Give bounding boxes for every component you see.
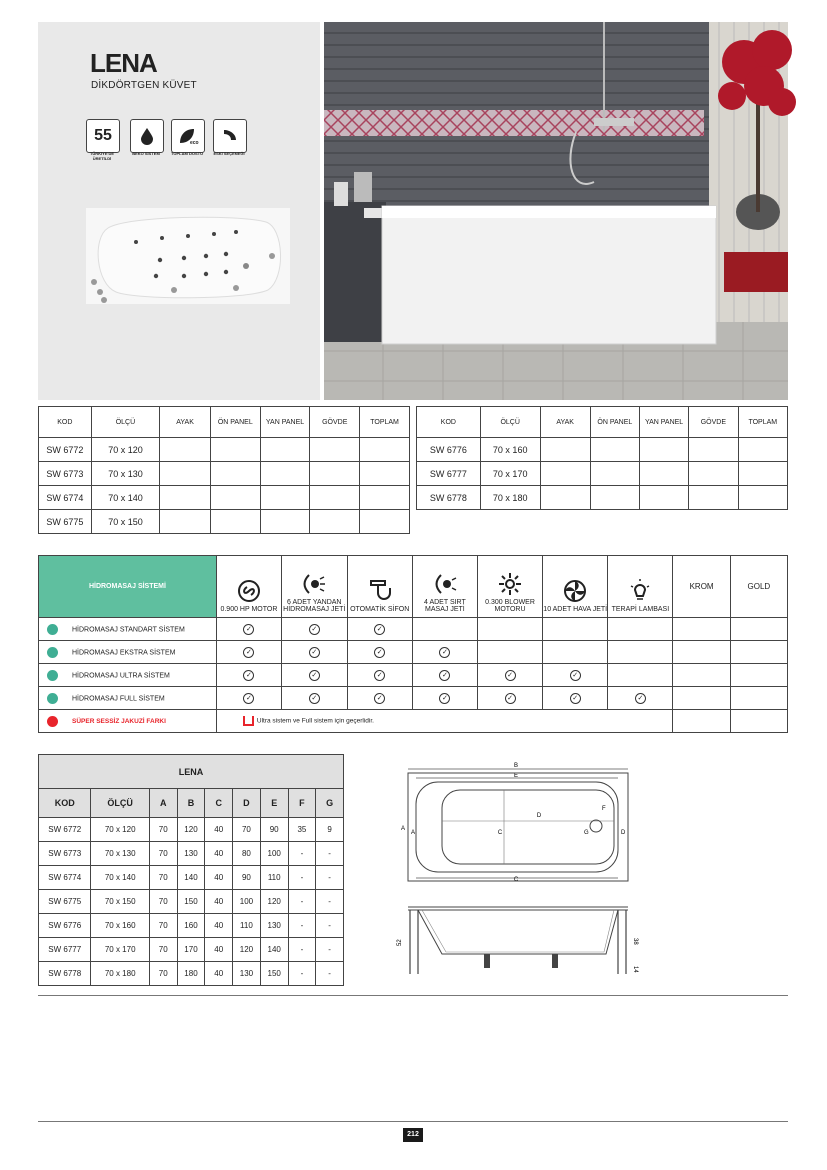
feature-lamp: TERAPİ LAMBASI (608, 556, 673, 618)
check-icon: ✓ (374, 670, 385, 681)
technical-drawing (396, 760, 636, 980)
svg-text:A: A (411, 830, 416, 836)
table-row: SW 6773 70 x 130 (39, 462, 410, 486)
teal-dot-icon (47, 624, 58, 635)
dims-title: LENA (39, 755, 344, 789)
table-row: SW 6773 70 x 130 70 130 40 80 100 - - (39, 842, 344, 866)
lamp-icon (627, 578, 653, 604)
feature-motor: 0.900 HP MOTOR (216, 556, 281, 618)
table-row: SW 6778 70 x 180 (417, 486, 788, 510)
table-row: SW 6772 70 x 120 70 120 40 70 90 35 9 (39, 818, 344, 842)
divider (38, 1121, 788, 1122)
table-row: SW 6774 70 x 140 70 140 40 90 110 - - (39, 866, 344, 890)
back-jet-icon (432, 571, 458, 597)
check-icon: ✓ (570, 693, 581, 704)
table-row: SW 6776 70 x 160 (417, 438, 788, 462)
blower-icon (497, 571, 523, 597)
wave-icon (213, 119, 247, 153)
check-icon: ✓ (243, 647, 254, 658)
check-icon: ✓ (635, 693, 646, 704)
col-header: TOPLAM (738, 407, 787, 438)
check-icon: ✓ (309, 693, 320, 704)
svg-text:C: C (513, 877, 519, 883)
special-note: Ultra sistem ve Full sistem için geçerlidir. (256, 717, 374, 725)
special-name: SÜPER SESSİZ JAKUZİ FARKI (72, 717, 166, 725)
feature-back-jet: 4 ADET SIRT MASAJ JETİ (412, 556, 477, 618)
check-icon: ✓ (309, 670, 320, 681)
col-header: KOD (417, 407, 481, 438)
system-name: HİDROMASAJ ULTRA SİSTEM (72, 671, 170, 679)
table-row: SW 6772 70 x 120 (39, 438, 410, 462)
col-header: GÖVDE (310, 407, 360, 438)
badge-caption: TOPLAM DOSTU (171, 151, 203, 156)
col-header: YAN PANEL (260, 407, 310, 438)
feature-side-jet: 6 ADET YANDAN HİDROMASAJ JETİ (281, 556, 347, 618)
svg-text:B: B (513, 763, 519, 769)
drop-icon (130, 119, 164, 153)
siphon-icon (367, 578, 393, 604)
price-table-left (38, 406, 410, 534)
krom-header: KROM (673, 556, 730, 618)
badge-caption: BEKO SİSTEM (132, 151, 160, 156)
page-number: 212 (403, 1128, 423, 1142)
check-icon: ✓ (243, 670, 254, 681)
col-header: ÖLÇÜ (91, 407, 160, 438)
table-row: SW 6777 70 x 170 70 170 40 120 140 - - (39, 938, 344, 962)
system-name: HİDROMASAJ EKSTRA SİSTEM (72, 648, 176, 656)
system-row (39, 664, 788, 687)
check-icon: ✓ (374, 693, 385, 704)
teal-dot-icon (47, 670, 58, 681)
table-row: SW 6775 70 x 150 70 150 40 100 120 - - (39, 890, 344, 914)
system-name: HİDROMASAJ STANDART SİSTEM (72, 625, 185, 633)
red-dot-icon (47, 716, 58, 727)
red-bracket-icon (243, 716, 254, 726)
air-jet-icon (560, 578, 590, 604)
svg-text:F: F (602, 806, 606, 812)
check-icon: ✓ (243, 624, 254, 635)
system-name: HİDROMASAJ FULL SİSTEM (72, 694, 165, 702)
check-icon: ✓ (439, 693, 450, 704)
check-icon: ✓ (309, 647, 320, 658)
table-row: SW 6778 70 x 180 70 180 40 130 150 - - (39, 962, 344, 986)
teal-dot-icon (47, 693, 58, 704)
svg-text:38: 38 (632, 938, 638, 945)
table-row: SW 6774 70 x 140 (39, 486, 410, 510)
check-icon: ✓ (374, 647, 385, 658)
system-row (39, 641, 788, 664)
check-icon: ✓ (439, 670, 450, 681)
svg-text:A: A (401, 826, 406, 832)
svg-text:E: E (513, 773, 519, 779)
bathroom-photo (324, 22, 788, 400)
feature-air-jet: 10 ADET HAVA JETİ (543, 556, 608, 618)
table-row: SW 6775 70 x 150 (39, 510, 410, 534)
check-icon: ✓ (505, 670, 516, 681)
table-row: SW 6777 70 x 170 (417, 462, 788, 486)
col-header: KOD (39, 407, 92, 438)
side-jet-icon (301, 571, 327, 597)
svg-text:D: D (621, 830, 626, 836)
badge-55: 55 (86, 119, 120, 153)
system-row (39, 687, 788, 710)
col-header: ÖLÇÜ (480, 407, 540, 438)
svg-text:eco: eco (190, 140, 199, 146)
col-header: AYAK (540, 407, 590, 438)
divider (38, 995, 788, 996)
col-header: ÖN PANEL (210, 407, 260, 438)
product-title: LENA (90, 48, 157, 78)
col-header: TOPLAM (360, 407, 410, 438)
check-icon: ✓ (243, 693, 254, 704)
price-table-right (416, 406, 788, 510)
badge-caption: ESKİ SEÇENEĞİ (213, 151, 245, 156)
hydro-header: HİDROMASAJ SİSTEMİ (39, 556, 217, 618)
col-header: AYAK (160, 407, 211, 438)
gold-header: GOLD (730, 556, 787, 618)
feature-blower: 0.300 BLOWER MOTORU (477, 556, 542, 618)
col-header: GÖVDE (689, 407, 738, 438)
eco-leaf-icon (171, 119, 205, 153)
table-row: SW 6776 70 x 160 70 160 40 110 130 - - (39, 914, 344, 938)
svg-text:C: C (497, 830, 503, 836)
motor-icon (236, 578, 262, 604)
check-icon: ✓ (309, 624, 320, 635)
product-subtitle: DİKDÖRTGEN KÜVET (91, 80, 197, 91)
system-row (39, 618, 788, 641)
svg-text:D: D (536, 813, 542, 819)
hydro-table (38, 555, 788, 733)
col-header: YAN PANEL (639, 407, 688, 438)
dimension-table: LENA KOD ÖLÇÜ A B C D E F G SW 6772 70 x 120 70 120 40 70 90 35 9 SW 6773 70 x 130 70 130 40 80 100 - - SW 6774 70 x 140 70 140 40 90 110 - - SW 6775 70 x 150 70 150 40 100 120 - - SW 6776 70 x 160 70 160 40 110 130 - - SW 6777 70 x 170 70 170 40 120 140 - - SW 6778 70 x 180 70 180 40 130 150 - - (38, 754, 344, 986)
special-row (39, 710, 788, 733)
feature-siphon: OTOMATİK SİFON (347, 556, 412, 618)
svg-text:G: G (584, 830, 589, 836)
check-icon: ✓ (570, 670, 581, 681)
check-icon: ✓ (374, 624, 385, 635)
teal-dot-icon (47, 647, 58, 658)
tub-top-photo (86, 208, 290, 304)
check-icon: ✓ (505, 693, 516, 704)
col-header: ÖN PANEL (590, 407, 639, 438)
svg-text:14: 14 (632, 966, 638, 973)
check-icon: ✓ (439, 647, 450, 658)
svg-text:52: 52 (397, 939, 403, 946)
badge-caption: TÜRKİYE'DE ÜRETİLDİ (89, 151, 115, 161)
